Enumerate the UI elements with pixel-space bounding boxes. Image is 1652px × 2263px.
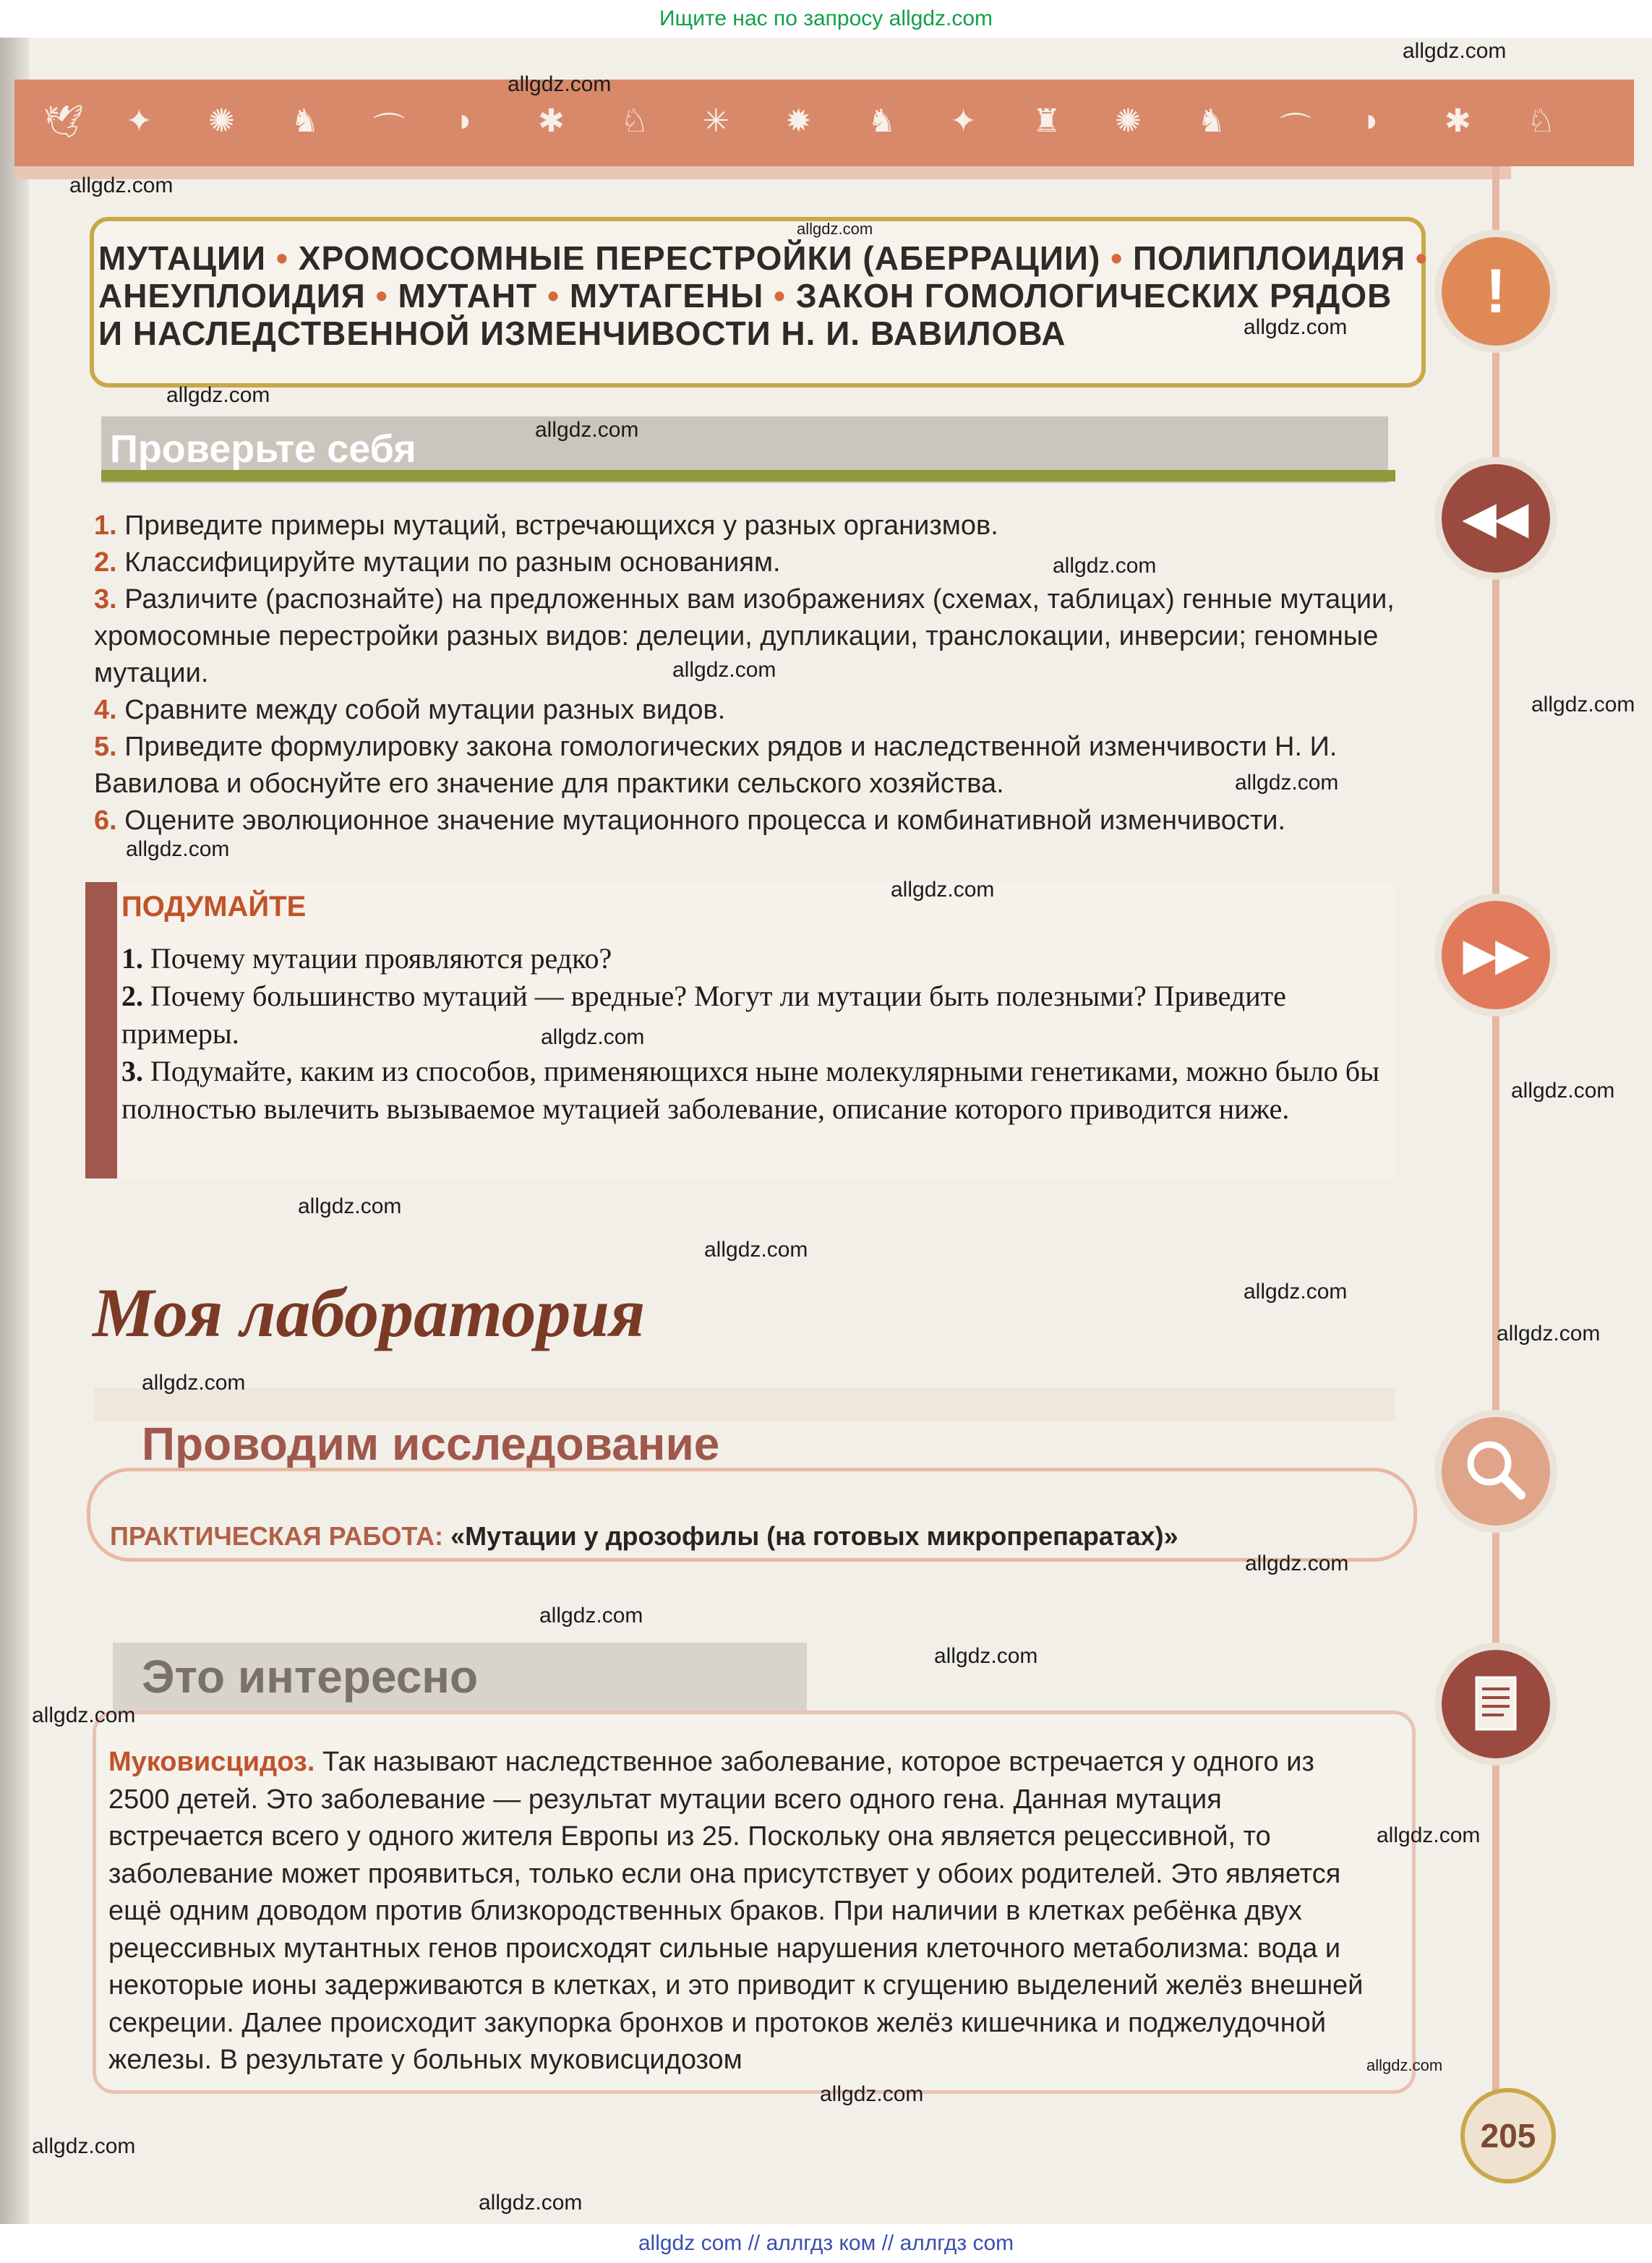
check-question: 2. Классифицируйте мутации по разным основаниям. (94, 547, 781, 578)
bullet-icon: • (275, 239, 288, 277)
practical-work[interactable]: ПРАКТИЧЕСКАЯ РАБОТА: «Мутации у дрозофилы (на готовых микропрепаратах)» (110, 1521, 1178, 1551)
check-question: 6. Оцените эволюционное значение мутационного процесса и комбинативной изменчивости. (94, 805, 1286, 836)
bird-flying-icon: ⌒ (1280, 111, 1311, 147)
check-underline (101, 470, 1395, 482)
bullet-icon: • (1415, 239, 1428, 277)
keyword: МУТАЦИИ (98, 239, 267, 277)
fast-forward-icon[interactable]: ▶▶ (1442, 901, 1550, 1009)
scorpion-icon: ✺ (208, 103, 235, 139)
bullet-icon: • (774, 277, 787, 315)
bison-icon: ♜ (1032, 103, 1061, 139)
scorpion-icon: ✺ (1115, 103, 1142, 139)
document-icon[interactable] (1442, 1650, 1550, 1758)
watermark: allgdz.com (1511, 1079, 1615, 1103)
watermark: allgdz.com (479, 2191, 583, 2215)
insect-icon: ✳ (703, 103, 729, 139)
keyword: АНЕУПЛОИДИЯ (98, 277, 366, 315)
interesting-paragraph: Муковисцидоз. Так называют наследственное заболевание, которое встречается у одного из 2500 детей. Это заболевание — результат мутации всего одного гена. Данная мутация встречается всего у одного жителя Европы из 25. Поскольку она является рецессивной, то заболевание может проявиться, только если она присутствует у обоих родителей. Это является ещё одним доводом против близкородственных браков. При наличии в клетках ребёнка двух рецессивных мутантных генов происходят сильные нарушения клеточного метаболизма: вода и некоторые ионы задерживаются в клетках, и это приводит к сгущению выделений желёз внешней секреции. Далее происходит закупорка бронхов и протоков желёз кишечника и поджелудочной железы. В результате у больных муковисцидозом (108, 1747, 1364, 2075)
think-question: 2. Почему большинство мутаций — вредные? Могут ли мутации быть полезными? Приведите примеры. (121, 980, 1286, 1050)
ant-icon: ✱ (538, 103, 565, 139)
keyword: МУТАГЕНЫ (569, 277, 764, 315)
watermark: allgdz.com (1366, 2056, 1443, 2074)
search-icon[interactable] (1442, 1417, 1550, 1526)
watermark: allgdz.com (934, 1644, 1038, 1668)
bullet-icon: • (375, 277, 388, 315)
watermark: allgdz.com (1235, 771, 1339, 795)
check-title: Проверьте себя (110, 427, 416, 471)
watermark: allgdz.com (820, 2082, 924, 2106)
watermark: allgdz.com (32, 1703, 136, 1727)
watermark: allgdz.com (1244, 315, 1348, 339)
keyword: ПОЛИПЛОИДИЯ (1132, 239, 1406, 277)
whale-icon: ◗ (1362, 103, 1382, 138)
lab-title: Моя лаборатория (93, 1274, 646, 1351)
top-banner[interactable]: Ищите нас по запросу allgdz.com (0, 0, 1652, 38)
check-question: 1. Приведите примеры мутаций, встречающихся у разных организмов. (94, 510, 998, 541)
rewind-icon[interactable]: ◀◀ (1442, 464, 1550, 573)
watermark: allgdz.com (1377, 1823, 1481, 1847)
bullet-icon: • (1110, 239, 1124, 277)
think-question: 1. Почему мутации проявляются редко? (121, 942, 612, 975)
interesting-title: Это интересно (142, 1651, 479, 1703)
magnifier-icon (1442, 1417, 1550, 1526)
watermark: allgdz.com (508, 72, 612, 96)
watermark: allgdz.com (1531, 693, 1635, 716)
watermark: allgdz.com (298, 1194, 402, 1218)
butterfly-icon: ✦ (126, 103, 153, 139)
header-band (14, 80, 1634, 166)
watermark: allgdz.com (126, 837, 230, 861)
watermark: allgdz.com (166, 383, 270, 407)
bullet-icon: • (547, 277, 560, 315)
ant-icon: ✱ (1445, 103, 1471, 139)
watermark: allgdz.com (69, 174, 174, 197)
think-question: 3. Подумайте, каким из способов, применяющихся ныне молекулярными генетиками, можно было бы полностью вылечить вызываемое мутацией заболевание, описание которого приводится ниже. (121, 1055, 1380, 1125)
keyword: ХРОМОСОМНЫЕ ПЕРЕСТРОЙКИ (АБЕРРАЦИИ) (298, 239, 1101, 277)
study-title: Проводим исследование (142, 1418, 720, 1470)
watermark: allgdz.com (672, 658, 776, 682)
think-bar (85, 882, 117, 1178)
header-band-lower (14, 166, 1511, 179)
keywords-line-1 (98, 239, 1428, 278)
bird-icon: 🕊 (43, 104, 84, 140)
bird-flying-icon: ⌒ (373, 111, 405, 147)
watermark: allgdz.com (32, 2134, 136, 2158)
watermark: allgdz.com (535, 418, 639, 442)
keywords-line-3: И НАСЛЕДСТВЕННОЙ ИЗМЕНЧИВОСТИ Н. И. ВАВИЛОВА (98, 315, 1066, 352)
attention-icon: ! (1442, 237, 1550, 346)
watermark: allgdz.com (142, 1371, 246, 1395)
keyword: МУТАНТ (398, 277, 538, 315)
keywords-line-2 (98, 276, 1392, 315)
watermark: allgdz.com (541, 1025, 645, 1049)
horse-icon: ♞ (1197, 103, 1226, 139)
watermark: allgdz.com (1497, 1322, 1601, 1346)
watermark: allgdz.com (704, 1238, 808, 1262)
beetle-icon: ✹ (785, 103, 812, 139)
page-icon (1442, 1650, 1550, 1758)
watermark: allgdz.com (1244, 1280, 1348, 1304)
butterfly-icon: ✦ (950, 103, 977, 139)
watermark: allgdz.com (1245, 1552, 1349, 1575)
watermark: allgdz.com (1403, 39, 1507, 63)
bottom-banner[interactable]: allgdz com // аллгдз ком // аллгдз com (0, 2224, 1652, 2263)
watermark: allgdz.com (539, 1604, 643, 1627)
check-question: 4. Сравните между собой мутации разных видов. (94, 695, 726, 725)
check-question: 3. Различите (распознайте) на предложенных вам изображениях (схемах, таблицах) генные мутации, хромосомные перестройки разных видов: делеции, дупликации, транслокации, инверсии; геномные мутации. (94, 584, 1395, 688)
think-title: ПОДУМАЙТЕ (121, 891, 307, 923)
watermark: allgdz.com (891, 878, 995, 902)
giraffe-icon: ♘ (620, 103, 649, 139)
page-number: 205 (1460, 2088, 1556, 2183)
keyword: ЗАКОН ГОМОЛОГИЧЕСКИХ РЯДОВ (795, 277, 1392, 315)
horse-icon: ♞ (291, 103, 320, 139)
page-binding-shadow (0, 38, 29, 2224)
whale-icon: ◗ (455, 103, 475, 138)
dog-icon: ♞ (868, 103, 896, 139)
watermark: allgdz.com (797, 220, 873, 238)
giraffe-icon: ♘ (1527, 103, 1556, 139)
check-question: 5. Приведите формулировку закона гомологических рядов и наследственной изменчивости Н. И. Вавилова и обоснуйте его значение для практики сельского хозяйства. (94, 732, 1338, 799)
watermark: allgdz.com (1053, 554, 1157, 578)
